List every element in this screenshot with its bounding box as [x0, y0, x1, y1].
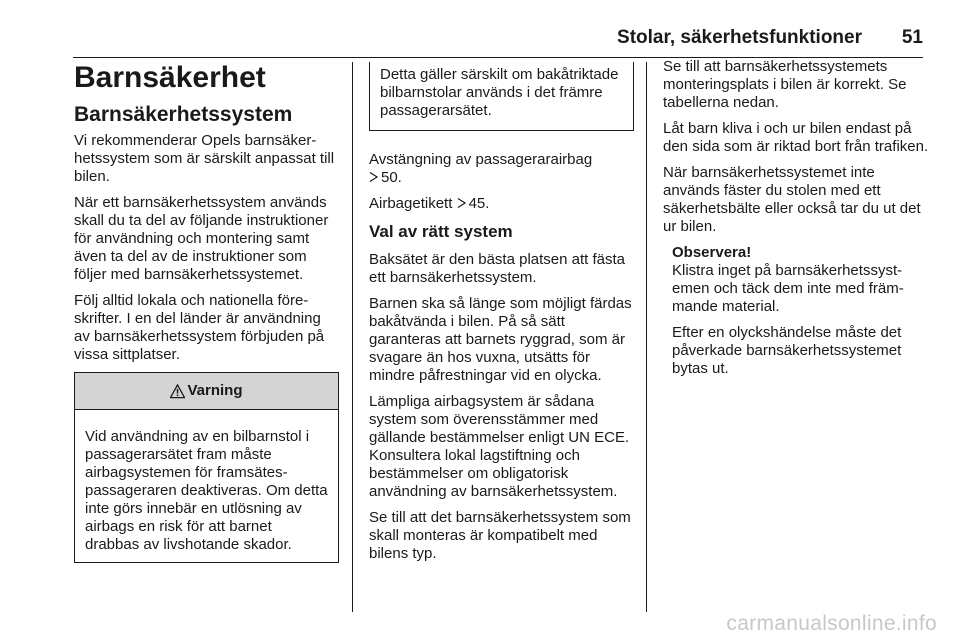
warning-text: Vid användning av en bilbarnstol i passagerarsätet fram måste airbagsystemen för framsätespassageraren deaktiveras. Om detta inte görs innebär en utlösning av airbags en risk för att barnet drabbas av livshotande skador.	[85, 428, 328, 553]
paragraph: Vi rekommenderar Opels barnsäkerhetssystem som är särskilt anpassat till bilen.	[74, 132, 335, 185]
cross-reference-page: 45.	[468, 195, 490, 212]
paragraph: Baksätet är den bästa platsen att fästa ett barnsäkerhetssystem.	[369, 251, 625, 286]
subsection-heading: Barnsäkerhetssystem	[74, 103, 293, 126]
warning-box-header	[75, 372, 338, 410]
running-header-title: Stolar, säkerhetsfunktioner	[617, 27, 862, 48]
warning-triangle-icon	[170, 384, 185, 399]
column-3	[663, 58, 929, 386]
subsection-heading: Val av rätt system	[369, 222, 513, 241]
cross-reference-text: Avstängning av passagerarairbag	[369, 151, 593, 168]
page-reference-arrow-icon	[457, 197, 466, 209]
warning-label: Varning	[187, 382, 243, 399]
section-heading: Barnsäkerhet	[74, 61, 266, 94]
continued-note-box: Detta gäller särskilt om bakåtriktade bilbarnstolar används i det främre passagerarsätet.	[369, 62, 634, 131]
warning-box	[74, 372, 339, 563]
page-number: 51	[901, 27, 923, 48]
cross-reference-text: Airbagetikett	[369, 195, 453, 212]
note-label: Observera!	[672, 244, 752, 261]
paragraph: Se till att det barnsäkerhetssystem som skall monteras är kompatibelt med bilens typ.	[369, 509, 631, 562]
column-divider	[352, 62, 353, 612]
note-paragraph: Klistra inget på barnsäkerhetssystemen och täck dem inte med främmande material.	[672, 262, 904, 315]
cross-reference	[369, 195, 635, 213]
paragraph: Följ alltid lokala och nationella föreskrifter. I en del länder är användning av barnsäkerhetssystem förbjuden på vissa sittplatser.	[74, 292, 325, 363]
paragraph: När ett barnsäkerhetssystem används skall du ta del av följande instruktioner för användning och montering samt även ta del av de instruktioner som följer med barnsäkerhetssystemet.	[74, 194, 329, 283]
watermark: carmanualsonline.info	[726, 612, 937, 635]
paragraph: När barnsäkerhetssystemet inte används fäster du stolen med ett säkerhetsbälte eller också tar du ut det ur bilen.	[663, 164, 921, 235]
column-divider	[646, 62, 647, 612]
note-block	[663, 244, 929, 378]
page-reference-arrow-icon	[369, 171, 378, 183]
cross-reference	[369, 151, 635, 187]
paragraph: Lämpliga airbagsystem är sådana system som överensstämmer med gällande bestämmelser enligt UN ECE. Konsultera lokal lagstiftning och bestämmelser om obligatorisk användning av barnsäkerhetssystem.	[369, 393, 630, 500]
paragraph: Låt barn kliva i och ur bilen endast på den sida som är riktad bort från trafiken.	[663, 120, 929, 155]
cross-reference-page: 50.	[381, 169, 402, 186]
paragraph: Se till att barnsäkerhetssystemets monteringsplats i bilen är korrekt. Se tabellerna nedan.	[663, 58, 907, 111]
column-2	[369, 58, 635, 571]
paragraph: Barnen ska så länge som möjligt färdas bakåtvända i bilen. På så sätt garanteras att barnets ryggrad, som är svagare än hos vuxna, utsätts för mindre påfrestningar vid en olycka.	[369, 295, 632, 384]
note-paragraph: Efter en olyckshändelse måste det påverkade barnsäkerhetssystemet bytas ut.	[672, 324, 902, 377]
column-1	[74, 58, 340, 563]
